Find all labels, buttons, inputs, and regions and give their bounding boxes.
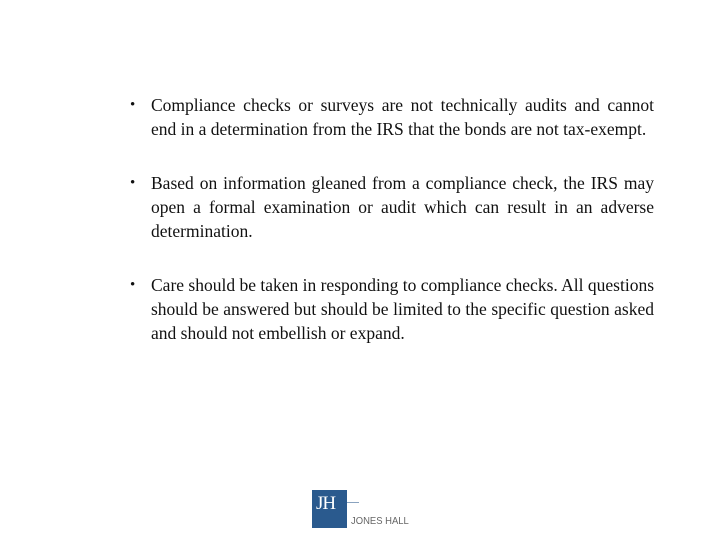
logo-name: JONES HALL [351, 515, 409, 527]
bullet-dot-icon: • [130, 277, 136, 293]
bullet-dot-icon: • [130, 175, 136, 191]
bullet-item [130, 273, 654, 345]
logo-monogram: JH [316, 493, 336, 514]
bullet-text: Based on information gleaned from a compliance check, the IRS may open a formal examination or audit which can result in an adverse determination. [151, 173, 654, 241]
bullet-list [130, 93, 654, 375]
logo-divider [347, 502, 359, 503]
bullet-item [130, 171, 654, 243]
bullet-text: Care should be taken in responding to compliance checks. All questions should be answered but should be limited to the specific question asked and should not embellish or expand. [151, 275, 655, 343]
bullet-text: Compliance checks or surveys are not technically audits and cannot end in a determination from the IRS that the bonds are not tax-exempt. [151, 95, 654, 139]
logo-monogram-box [312, 490, 347, 528]
bullet-dot-icon: • [130, 97, 136, 113]
jones-hall-logo [312, 490, 422, 530]
bullet-item [130, 93, 654, 141]
